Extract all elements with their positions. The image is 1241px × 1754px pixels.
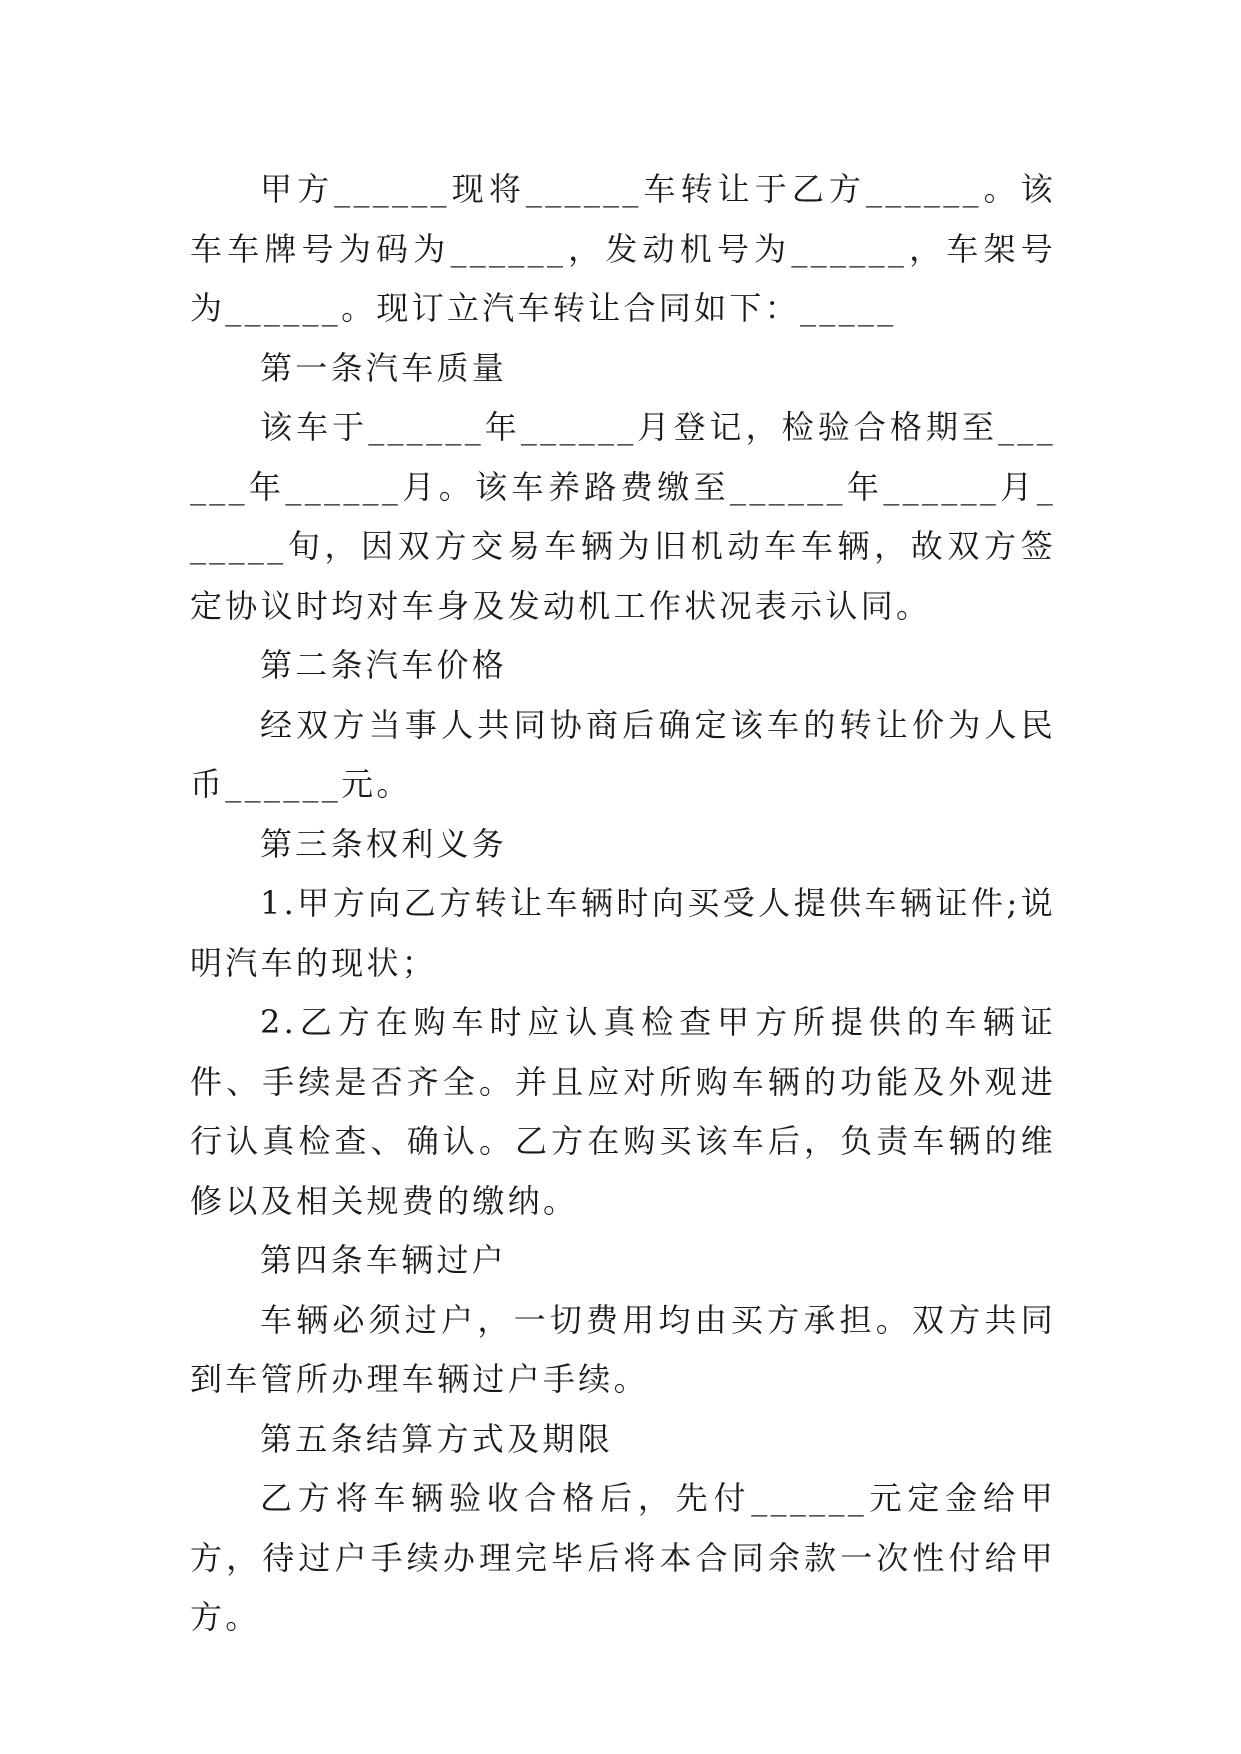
heading-article-3: 第三条权利义务: [260, 824, 508, 863]
paragraph-article-3-item-2: 2.乙方在购车时应认真检查甲方所提供的车辆证件、手续是否齐全。并且应对所购车辆的功能及外观进行认真检查、确认。乙方在购买该车后，负责车辆的维修以及相关规费的缴纳。: [190, 1003, 1056, 1220]
paragraph-preamble: 甲方______现将______车转让于乙方______。该车车牌号为码为______，发动机号为______，车架号为______。现订立汽车转让合同如下：_____: [190, 170, 1056, 327]
paragraph-article-4: 车辆必须过户，一切费用均由买方承担。双方共同到车管所办理车辆过户手续。: [190, 1300, 1056, 1398]
paragraph-article-1: 该车于______年______月登记，检验合格期至______年______月。该车养路费缴至______年______月______旬，因双方交易车辆为旧机动车车辆，故双方签定协议时均对车身及发动机工作状况表示认同。: [190, 408, 1056, 625]
document-body: [190, 160, 1056, 1648]
heading-article-1: 第一条汽车质量: [260, 348, 508, 387]
heading-article-2: 第二条汽车价格: [260, 646, 508, 684]
paragraph-article-5: 乙方将车辆验收合格后，先付______元定金给甲方，待过户手续办理完毕后将本合同余款一次性付给甲方。: [190, 1479, 1056, 1636]
paragraph-article-3-item-1: 1.甲方向乙方转让车辆时向买受人提供车辆证件;说明汽车的现状；: [190, 884, 1056, 982]
heading-article-5: 第五条结算方式及期限: [260, 1419, 614, 1458]
paragraph-article-2: 经双方当事人共同协商后确定该车的转让价为人民币______元。: [190, 705, 1056, 803]
heading-article-4: 第四条车辆过户: [260, 1241, 508, 1279]
